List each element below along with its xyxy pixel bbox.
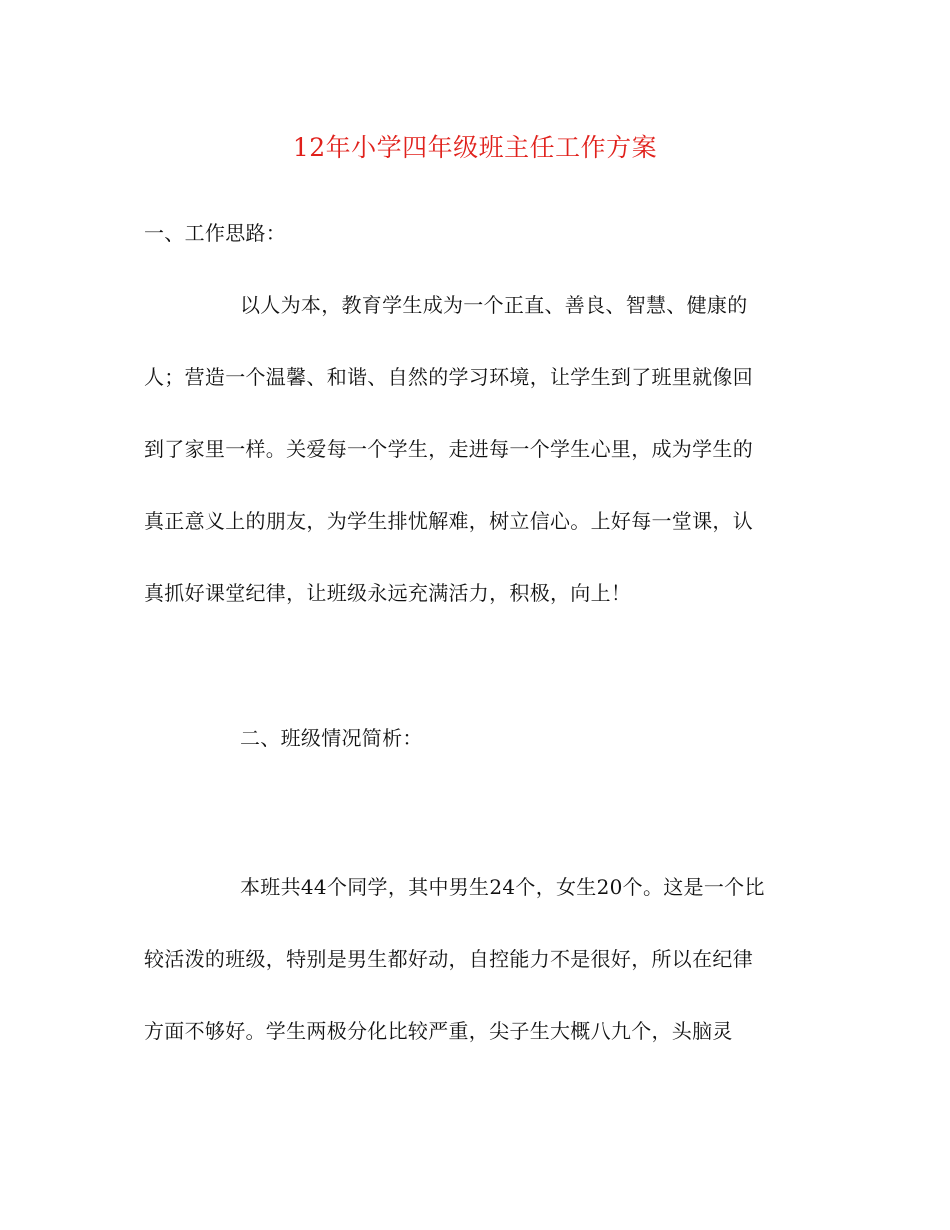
document-title: 12年小学四年级班主任工作方案 [292,133,658,162]
paragraph-line: 人；营造一个温馨、和谐、自然的学习环境，让学生到了班里就像回 [144,365,753,389]
paragraph-line: 真正意义上的朋友，为学生排忧解难，树立信心。上好每一堂课，认 [144,509,753,533]
paragraph-line: 以人为本，教育学生成为一个正直、善良、智慧、健康的 [240,293,748,317]
paragraph-line: 到了家里一样。关爱每一个学生，走进每一个学生心里，成为学生的 [144,437,753,461]
paragraph-line: 方面不够好。学生两极分化比较严重，尖子生大概八九个，头脑灵 [144,1019,733,1043]
paragraph-line: 较活泼的班级，特别是男生都好动，自控能力不是很好，所以在纪律 [144,947,753,971]
paragraph-line: 本班共44个同学，其中男生24个，女生20个。这是一个比 [240,875,765,899]
section2-heading: 二、班级情况简析： [240,726,423,750]
paragraph-line: 真抓好课堂纪律，让班级永远充满活力，积极，向上！ [144,581,632,605]
section1-heading: 一、工作思路： [144,221,287,245]
